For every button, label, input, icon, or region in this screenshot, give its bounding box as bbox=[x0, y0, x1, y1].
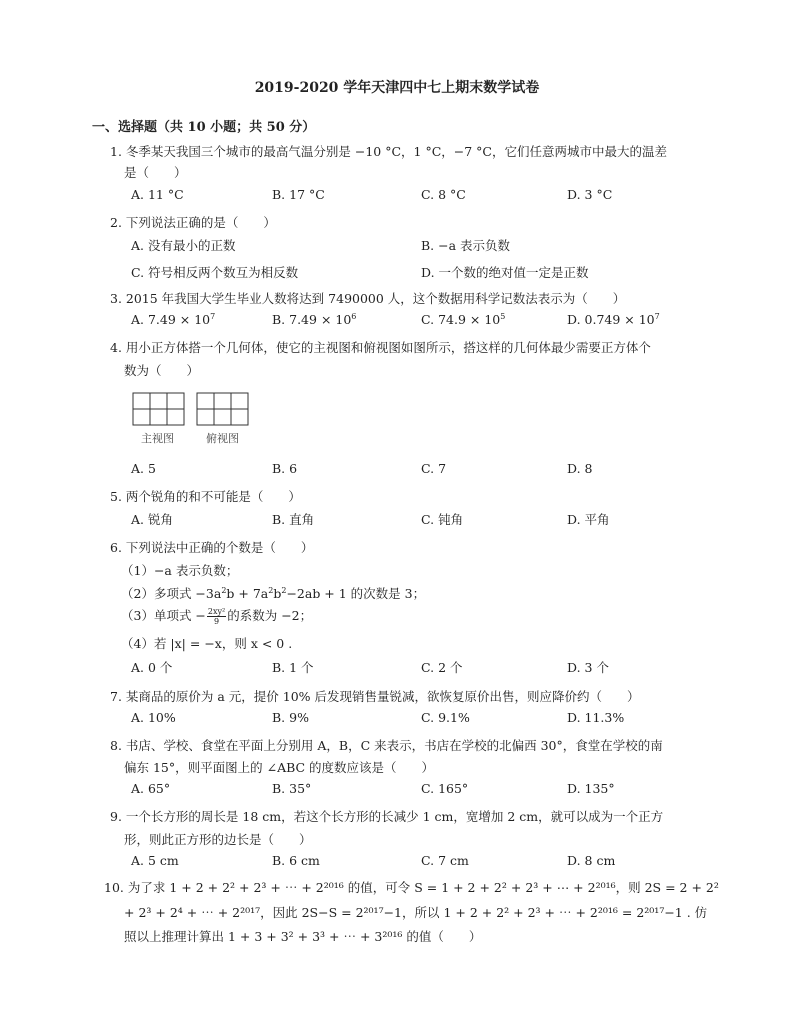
question-10-text-cont: + 2³ + 2⁴ + ⋯ + 2²⁰¹⁷，因此 2S−S = 2²⁰¹⁷−1，所以 1 + 2 + 2² + 2³ + ⋯ + 2²⁰¹⁶ = 2²⁰¹⁷−1 . 仿 bbox=[124, 905, 708, 920]
q2-option-b: B. −a 表示负数 bbox=[421, 238, 511, 253]
q6-statement-1: （1）−a 表示负数； bbox=[121, 563, 239, 578]
q4-option-a: A. 5 bbox=[131, 461, 156, 476]
section-heading: 一、选择题（共 10 小题；共 50 分） bbox=[92, 120, 316, 135]
view-diagrams bbox=[131, 391, 251, 429]
question-5-text: 5. 两个锐角的和不可能是（ ） bbox=[110, 489, 301, 504]
q9-option-d: D. 8 cm bbox=[567, 853, 616, 868]
page-title: 2019-2020 学年天津四中七上期末数学试卷 bbox=[254, 80, 540, 96]
q9-option-a: A. 5 cm bbox=[131, 853, 179, 868]
q2-option-c: C. 符号相反两个数互为相反数 bbox=[131, 265, 299, 280]
q4-option-c: C. 7 bbox=[421, 461, 447, 476]
q3-option-b: B. $7.49 \times 10^6$ bbox=[272, 311, 357, 327]
q8-option-b: B. 35° bbox=[272, 781, 312, 796]
q9-option-c: C. 7 cm bbox=[421, 853, 469, 868]
q5-option-d: D. 平角 bbox=[567, 512, 610, 527]
question-7-text: 7. 某商品的原价为 a 元，提价 10% 后发现销售量锐减，欲恢复原价出售，则应降价约（ ） bbox=[110, 689, 640, 704]
q3-option-c: C. $74.9 \times 10^5$ bbox=[421, 311, 506, 327]
q2-option-a: A. 没有最小的正数 bbox=[131, 238, 236, 253]
front-view-caption: 主视图 bbox=[141, 432, 174, 445]
question-8-text-cont: 偏东 15°，则平面图上的 ∠ABC 的度数应该是（ ） bbox=[124, 760, 435, 775]
top-view-caption: 俯视图 bbox=[206, 432, 239, 445]
question-8-text: 8. 书店、学校、食堂在平面上分别用 A，B，C 来表示，书店在学校的北偏西 30°，食堂在学校的南 bbox=[110, 738, 663, 753]
question-2-text: 2. 下列说法正确的是（ ） bbox=[110, 215, 276, 230]
q3-option-d: D. $0.749 \times 10^7$ bbox=[567, 311, 660, 327]
q7-option-c: C. 9.1% bbox=[421, 710, 470, 725]
q8-option-d: D. 135° bbox=[567, 781, 615, 796]
question-10-text-cont2: 照以上推理计算出 1 + 3 + 3² + 3³ + ⋯ + 3²⁰¹⁶ 的值（ ） bbox=[124, 929, 482, 944]
q4-option-b: B. 6 bbox=[272, 461, 298, 476]
q6-statement-4: （4）若 |x| = −x，则 x < 0 . bbox=[121, 636, 293, 651]
q5-option-a: A. 锐角 bbox=[131, 512, 173, 527]
q1-option-b: B. 17 °C bbox=[272, 187, 325, 202]
q6-statement-3: （3）单项式 − $\frac{\text{2xy²}}{9}$ 的系数为 −2； bbox=[121, 607, 313, 626]
q2-option-d: D. 一个数的绝对值一定是正数 bbox=[421, 265, 589, 280]
question-1-text-cont: 是（ ） bbox=[124, 165, 187, 180]
q5-option-c: C. 钝角 bbox=[421, 512, 464, 527]
question-6-text: 6. 下列说法中正确的个数是（ ） bbox=[110, 540, 314, 555]
front-view-figure bbox=[133, 393, 184, 425]
question-9-text-cont: 形，则此正方形的边长是（ ） bbox=[124, 832, 312, 847]
q8-option-a: A. 65° bbox=[131, 781, 171, 796]
q1-option-c: C. 8 °C bbox=[421, 187, 466, 202]
q6-option-a: A. 0 个 bbox=[131, 660, 173, 675]
question-3-text: 3. 2015 年我国大学生毕业人数将达到 7490000 人，这个数据用科学记数法表示为（ ） bbox=[110, 291, 626, 306]
question-1-text: 1. 冬季某天我国三个城市的最高气温分别是 −10 °C，1 °C，−7 °C，它们任意两城市中最大的温差 bbox=[110, 144, 667, 159]
question-4-text: 4. 用小正方体搭一个几何体，使它的主视图和俯视图如图所示，搭这样的几何体最少需要正方体个 bbox=[110, 340, 651, 355]
top-view-figure bbox=[197, 393, 248, 425]
q7-option-a: A. 10% bbox=[131, 710, 176, 725]
q1-option-d: D. 3 °C bbox=[567, 187, 613, 202]
q3-option-a: A. $7.49 \times 10^7$ bbox=[131, 311, 216, 327]
q7-option-b: B. 9% bbox=[272, 710, 309, 725]
q6-option-c: C. 2 个 bbox=[421, 660, 463, 675]
question-10-text: 10. 为了求 1 + 2 + 2² + 2³ + ⋯ + 2²⁰¹⁶ 的值，可令 S = 1 + 2 + 2² + 2³ + ⋯ + 2²⁰¹⁶，则 2S = 2 + 2² bbox=[104, 880, 719, 895]
fraction: $\frac{\text{2xy²}}{9}$ bbox=[207, 607, 226, 626]
q6-statement-2: （2）多项式 $-3a^2b + 7a^2b^2-2ab + 1$ 的次数是 3； bbox=[121, 585, 426, 601]
question-4-text-cont: 数为（ ） bbox=[124, 363, 200, 378]
q4-option-d: D. 8 bbox=[567, 461, 593, 476]
q6-option-d: D. 3 个 bbox=[567, 660, 609, 675]
q7-option-d: D. 11.3% bbox=[567, 710, 625, 725]
q5-option-b: B. 直角 bbox=[272, 512, 315, 527]
q1-option-a: A. 11 °C bbox=[131, 187, 184, 202]
q9-option-b: B. 6 cm bbox=[272, 853, 320, 868]
q8-option-c: C. 165° bbox=[421, 781, 469, 796]
q6-option-b: B. 1 个 bbox=[272, 660, 314, 675]
question-9-text: 9. 一个长方形的周长是 18 cm，若这个长方形的长减少 1 cm，宽增加 2 cm，就可以成为一个正方 bbox=[110, 809, 664, 824]
